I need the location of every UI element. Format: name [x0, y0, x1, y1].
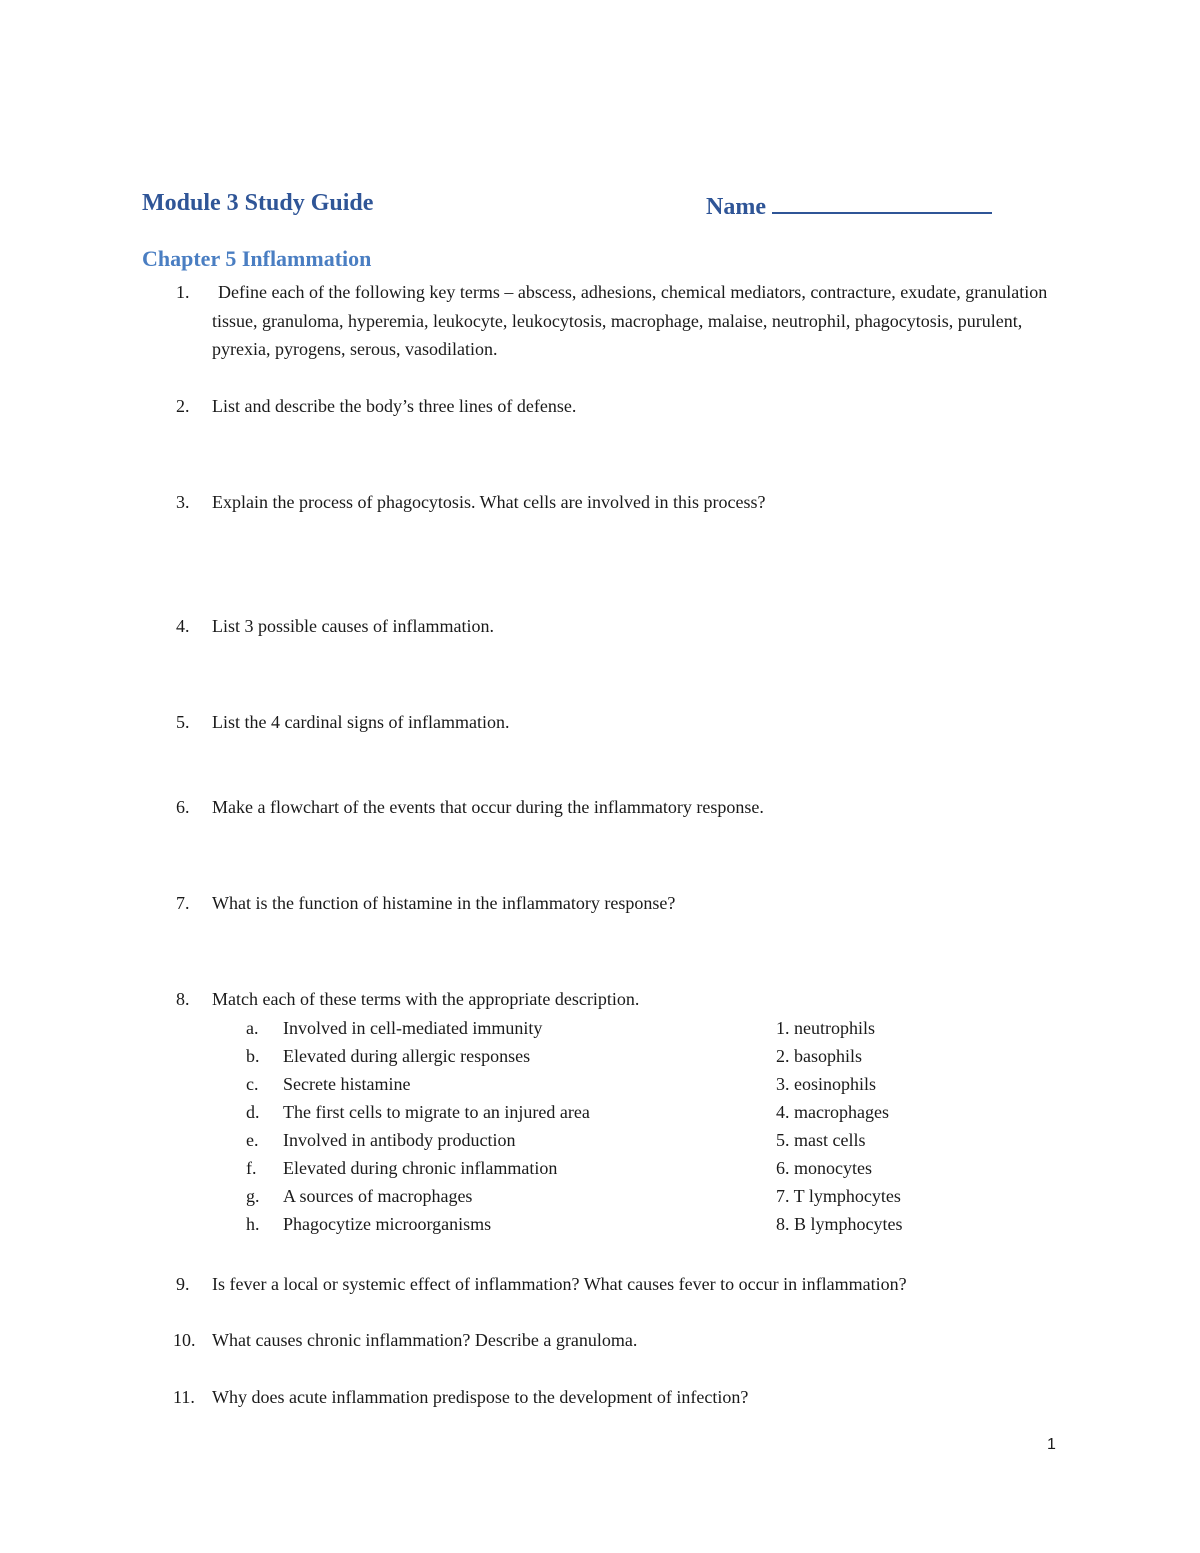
question-11 [142, 1383, 1062, 1412]
matching-row [142, 1154, 1042, 1182]
question-text: Why does acute inflammation predispose to the development of infection? [212, 1387, 749, 1407]
question-text: Define each of the following key terms – abscess, adhesions, chemical mediators, contracture, exudate, granulation tissue, granuloma, hyperemia, leukocyte, leukocytosis, macrophage, malaise, neutrophil, phagocytosis, purulent, pyrexia, pyrogens, serous, vasodilation. [212, 282, 1048, 359]
question-number: 11. [173, 1387, 195, 1407]
question-number: 5. [176, 712, 190, 732]
matching-row [142, 1210, 1042, 1238]
matching-letter: a. [246, 1018, 259, 1038]
question-number: 1. [176, 282, 190, 302]
chapter-heading: Chapter 5 Inflammation [142, 246, 372, 271]
question-text: List and describe the body’s three lines of defense. [212, 396, 577, 416]
matching-letter: c. [246, 1074, 259, 1094]
matching-description: Phagocytize microorganisms [283, 1214, 492, 1234]
question-text: List the 4 cardinal signs of inflammation. [212, 712, 510, 732]
matching-letter: d. [246, 1102, 260, 1122]
question-10 [142, 1326, 1062, 1355]
question-6 [142, 793, 1062, 822]
question-text: List 3 possible causes of inflammation. [212, 616, 494, 636]
matching-description: The first cells to migrate to an injured area [283, 1102, 590, 1122]
matching-row [142, 1126, 1042, 1154]
question-3 [142, 488, 1062, 517]
name-blank-line [772, 190, 992, 214]
question-text: Make a flowchart of the events that occur during the inflammatory response. [212, 797, 764, 817]
matching-description: A sources of macrophages [283, 1186, 473, 1206]
matching-term: 8. B lymphocytes [776, 1214, 903, 1234]
matching-term: 7. T lymphocytes [776, 1186, 901, 1206]
question-2 [142, 392, 1062, 421]
matching-letter: e. [246, 1130, 259, 1150]
matching-description: Elevated during chronic inflammation [283, 1158, 558, 1178]
question-number: 7. [176, 893, 190, 913]
matching-term: 5. mast cells [776, 1130, 866, 1150]
matching-description: Involved in antibody production [283, 1130, 516, 1150]
matching-letter: f. [246, 1158, 257, 1178]
page-number: 1 [1047, 1436, 1056, 1453]
question-1 [142, 278, 1062, 364]
question-number: 10. [173, 1330, 196, 1350]
matching-description: Elevated during allergic responses [283, 1046, 531, 1066]
question-text: Is fever a local or systemic effect of inflammation? What causes fever to occur in inflammation? [212, 1274, 907, 1294]
question-number: 6. [176, 797, 190, 817]
document-title: Module 3 Study Guide [142, 190, 374, 216]
name-field [706, 190, 992, 221]
question-number: 9. [176, 1274, 190, 1294]
question-5 [142, 708, 1062, 737]
matching-term: 4. macrophages [776, 1102, 889, 1122]
matching-description: Involved in cell-mediated immunity [283, 1018, 543, 1038]
page-header [142, 190, 1050, 226]
question-number: 8. [176, 989, 190, 1009]
matching-description: Secrete histamine [283, 1074, 411, 1094]
question-number: 4. [176, 616, 190, 636]
matching-row [142, 1098, 1042, 1126]
question-text: What causes chronic inflammation? Describe a granuloma. [212, 1330, 638, 1350]
question-9 [142, 1270, 1062, 1299]
matching-term: 6. monocytes [776, 1158, 872, 1178]
question-number: 2. [176, 396, 190, 416]
question-text: Explain the process of phagocytosis. What cells are involved in this process? [212, 492, 766, 512]
matching-letter: b. [246, 1046, 260, 1066]
matching-row [142, 1070, 1042, 1098]
matching-row [142, 1182, 1042, 1210]
matching-letter: g. [246, 1186, 260, 1206]
question-7 [142, 889, 1062, 918]
matching-row [142, 1042, 1042, 1070]
question-4 [142, 612, 1062, 641]
matching-term: 3. eosinophils [776, 1074, 877, 1094]
matching-term: 2. basophils [776, 1046, 863, 1066]
question-text: What is the function of histamine in the inflammatory response? [212, 893, 676, 913]
name-label: Name [706, 194, 766, 220]
question-number: 3. [176, 492, 190, 512]
matching-letter: h. [246, 1214, 260, 1234]
matching-row [142, 1014, 1042, 1042]
matching-term: 1. neutrophils [776, 1018, 875, 1038]
question-8 [142, 985, 1062, 1014]
question-text: Match each of these terms with the appropriate description. [212, 989, 640, 1009]
